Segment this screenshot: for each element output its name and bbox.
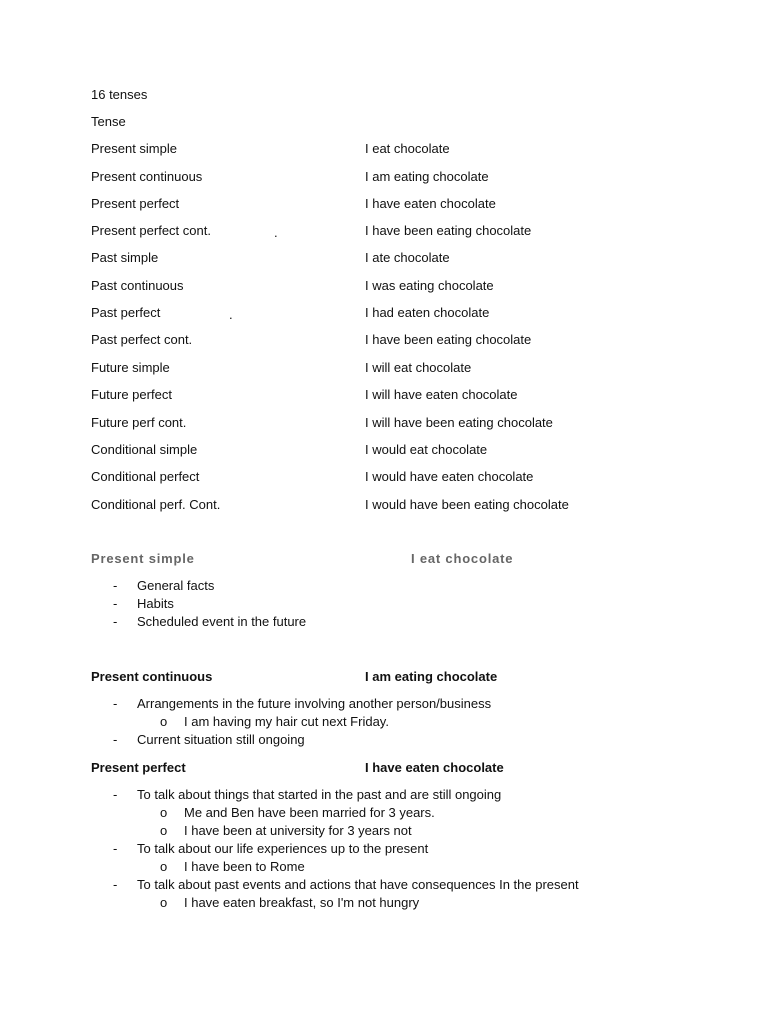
tense-name: Present simple (91, 141, 177, 156)
section-tense: Present simple (91, 551, 195, 566)
tense-name: Conditional perfect (91, 469, 200, 484)
tense-name: Conditional simple (91, 442, 198, 457)
table-row (91, 169, 711, 185)
circle-bullet: o (160, 805, 168, 820)
sub-list-item-text: I am having my hair cut next Friday. (184, 714, 389, 729)
tense-name: Present perfect cont. (91, 223, 211, 238)
tense-example: I ate chocolate (365, 250, 450, 265)
list-item-text: Habits (137, 596, 174, 611)
document-title: 16 tenses (91, 87, 148, 102)
circle-bullet: o (160, 895, 168, 910)
tense-example: I would have eaten chocolate (365, 469, 534, 484)
dash-bullet: - (113, 877, 118, 892)
list-item-text: To talk about past events and actions that have consequences In the present (137, 877, 579, 892)
dash-bullet: - (113, 787, 118, 802)
sub-list-item-text: I have eaten breakfast, so I'm not hungry (184, 895, 420, 910)
tense-name: Past perfect (91, 305, 161, 320)
tense-example: I am eating chocolate (365, 169, 489, 184)
stray-mark: . (229, 307, 233, 322)
tense-name: Past simple (91, 250, 159, 265)
tense-name: Present continuous (91, 169, 203, 184)
tense-name: Future perf cont. (91, 415, 187, 430)
tense-example: I eat chocolate (365, 141, 450, 156)
tense-example: I have been eating chocolate (365, 223, 532, 238)
section-example: I am eating chocolate (365, 669, 498, 684)
table-row (91, 360, 711, 376)
tense-example: I will have been eating chocolate (365, 415, 553, 430)
dash-bullet: - (113, 596, 118, 611)
tense-name: Future perfect (91, 387, 172, 402)
section-heading (91, 760, 711, 776)
table-row (91, 250, 711, 266)
tense-example: I would eat chocolate (365, 442, 488, 457)
table-header-label: Tense (91, 114, 126, 129)
table-row (91, 141, 711, 157)
sub-list-item-text: I have been to Rome (184, 859, 305, 874)
tense-example: I was eating chocolate (365, 278, 494, 293)
table-row (91, 223, 711, 239)
section-example: I have eaten chocolate (365, 760, 504, 775)
tense-name: Conditional perf. Cont. (91, 497, 221, 512)
sub-list-item-text: I have been at university for 3 years not (184, 823, 412, 838)
tense-example: I will have eaten chocolate (365, 387, 518, 402)
dash-bullet: - (113, 696, 118, 711)
circle-bullet: o (160, 823, 168, 838)
list-item-text: To talk about things that started in the past and are still ongoing (137, 787, 502, 802)
list-item-text: Arrangements in the future involving another person/business (137, 696, 492, 711)
list-item-text: Scheduled event in the future (137, 614, 307, 629)
tense-example: I have eaten chocolate (365, 196, 496, 211)
section-example: I eat chocolate (411, 551, 514, 566)
section-heading (91, 551, 711, 567)
table-row (91, 415, 711, 431)
circle-bullet: o (160, 859, 168, 874)
section-tense: Present perfect (91, 760, 186, 775)
tense-name: Past perfect cont. (91, 332, 193, 347)
table-row (91, 278, 711, 294)
section-tense: Present continuous (91, 669, 213, 684)
tense-example: I would have been eating chocolate (365, 497, 569, 512)
tense-name: Future simple (91, 360, 170, 375)
list-item-text: Current situation still ongoing (137, 732, 305, 747)
table-row (91, 387, 711, 403)
list-item-text: To talk about our life experiences up to the present (137, 841, 429, 856)
dash-bullet: - (113, 841, 118, 856)
dash-bullet: - (113, 732, 118, 747)
table-row (91, 305, 711, 321)
sub-list-item-text: Me and Ben have been married for 3 years. (184, 805, 435, 820)
tense-example: I had eaten chocolate (365, 305, 490, 320)
list-item-text: General facts (137, 578, 215, 593)
dash-bullet: - (113, 614, 118, 629)
table-row (91, 196, 711, 212)
table-row (91, 332, 711, 348)
tense-example: I will eat chocolate (365, 360, 472, 375)
section-heading (91, 669, 711, 685)
tense-name: Past continuous (91, 278, 184, 293)
tense-example: I have been eating chocolate (365, 332, 532, 347)
tense-name: Present perfect (91, 196, 180, 211)
circle-bullet: o (160, 714, 168, 729)
table-row (91, 497, 711, 513)
dash-bullet: - (113, 578, 118, 593)
table-row (91, 442, 711, 458)
table-row (91, 469, 711, 485)
stray-mark: . (274, 225, 278, 240)
